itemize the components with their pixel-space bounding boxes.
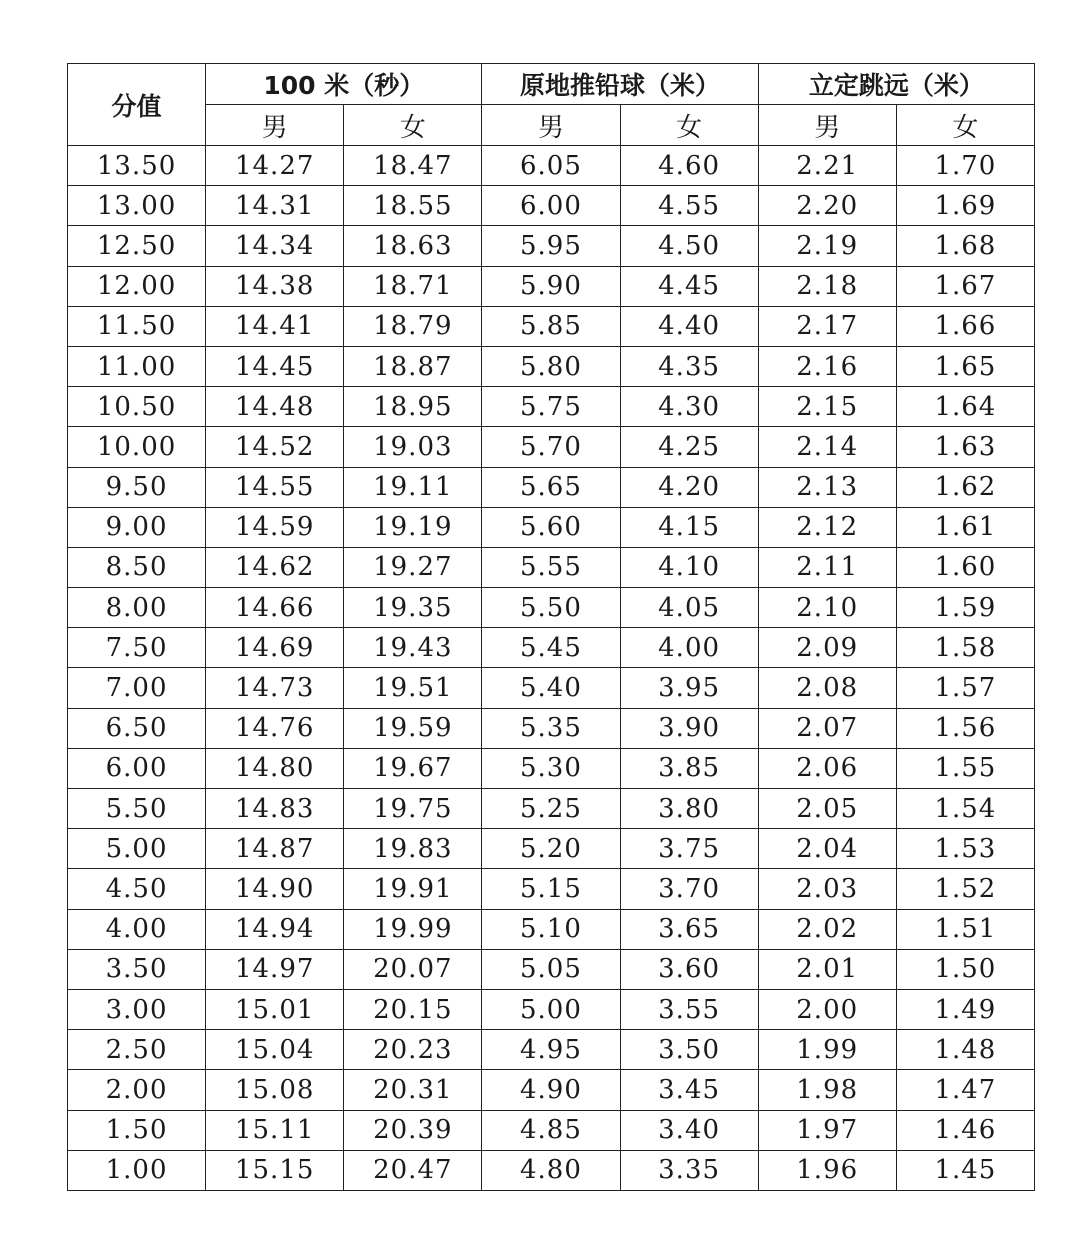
shot-put-male-cell: 5.70 [482, 427, 620, 467]
shot-put-female-cell: 3.65 [620, 909, 758, 949]
score-cell: 9.50 [68, 467, 206, 507]
shot-put-female-cell: 3.50 [620, 1030, 758, 1070]
shot-put-male-cell: 5.50 [482, 588, 620, 628]
sprint-100m-male-cell: 14.45 [206, 346, 344, 386]
score-cell: 4.00 [68, 909, 206, 949]
long-jump-male-cell: 2.10 [758, 588, 896, 628]
long-jump-female-cell: 1.67 [896, 266, 1034, 306]
shot-put-male-cell: 5.45 [482, 628, 620, 668]
table-row [68, 748, 1035, 788]
long-jump-female-cell: 1.68 [896, 226, 1034, 266]
score-cell: 12.00 [68, 266, 206, 306]
sprint-100m-female-cell: 18.55 [344, 186, 482, 226]
long-jump-female-cell: 1.46 [896, 1110, 1034, 1150]
sprint-100m-female-cell: 19.03 [344, 427, 482, 467]
long-jump-female-cell: 1.50 [896, 949, 1034, 989]
sprint-100m-female-cell: 19.75 [344, 789, 482, 829]
header-shot-put-male: 男 [482, 105, 620, 146]
score-cell: 3.00 [68, 989, 206, 1029]
table-row [68, 226, 1035, 266]
shot-put-female-cell: 4.15 [620, 507, 758, 547]
sprint-100m-female-cell: 20.31 [344, 1070, 482, 1110]
score-cell: 11.50 [68, 306, 206, 346]
shot-put-female-cell: 4.35 [620, 346, 758, 386]
shot-put-male-cell: 5.80 [482, 346, 620, 386]
long-jump-female-cell: 1.58 [896, 628, 1034, 668]
score-cell: 2.00 [68, 1070, 206, 1110]
header-group-row [68, 64, 1035, 105]
long-jump-male-cell: 2.05 [758, 789, 896, 829]
long-jump-male-cell: 2.07 [758, 708, 896, 748]
sprint-100m-male-cell: 14.41 [206, 306, 344, 346]
long-jump-male-cell: 2.17 [758, 306, 896, 346]
score-cell: 5.50 [68, 789, 206, 829]
sprint-100m-male-cell: 14.59 [206, 507, 344, 547]
shot-put-female-cell: 4.20 [620, 467, 758, 507]
sprint-100m-female-cell: 20.47 [344, 1150, 482, 1190]
sprint-100m-female-cell: 19.35 [344, 588, 482, 628]
score-column-header: 分值 [68, 64, 206, 146]
long-jump-female-cell: 1.56 [896, 708, 1034, 748]
score-cell: 8.00 [68, 588, 206, 628]
shot-put-male-cell: 4.80 [482, 1150, 620, 1190]
score-cell: 2.50 [68, 1030, 206, 1070]
long-jump-female-cell: 1.61 [896, 507, 1034, 547]
score-table [67, 63, 1035, 1191]
sprint-100m-female-cell: 19.59 [344, 708, 482, 748]
shot-put-female-cell: 4.25 [620, 427, 758, 467]
table-row [68, 507, 1035, 547]
score-cell: 9.00 [68, 507, 206, 547]
long-jump-female-cell: 1.64 [896, 387, 1034, 427]
table-row [68, 1030, 1035, 1070]
shot-put-male-cell: 5.05 [482, 949, 620, 989]
long-jump-male-cell: 2.20 [758, 186, 896, 226]
shot-put-male-cell: 5.85 [482, 306, 620, 346]
table-header [68, 64, 1035, 146]
shot-put-female-cell: 3.60 [620, 949, 758, 989]
shot-put-male-cell: 5.95 [482, 226, 620, 266]
table-row [68, 346, 1035, 386]
score-cell: 6.50 [68, 708, 206, 748]
table-row [68, 1110, 1035, 1150]
sprint-100m-male-cell: 14.73 [206, 668, 344, 708]
table-row [68, 829, 1035, 869]
header-100m-sprint: 100 米（秒） [206, 64, 482, 105]
shot-put-female-cell: 3.85 [620, 748, 758, 788]
score-cell: 6.00 [68, 748, 206, 788]
header-shot-put-female: 女 [620, 105, 758, 146]
table-row [68, 949, 1035, 989]
sprint-100m-male-cell: 14.55 [206, 467, 344, 507]
shot-put-female-cell: 4.60 [620, 146, 758, 186]
shot-put-male-cell: 5.55 [482, 547, 620, 587]
score-cell: 13.00 [68, 186, 206, 226]
sprint-100m-female-cell: 18.79 [344, 306, 482, 346]
table-row [68, 869, 1035, 909]
sprint-100m-male-cell: 14.83 [206, 789, 344, 829]
long-jump-male-cell: 2.09 [758, 628, 896, 668]
sprint-100m-female-cell: 19.91 [344, 869, 482, 909]
score-cell: 7.50 [68, 628, 206, 668]
shot-put-male-cell: 5.65 [482, 467, 620, 507]
shot-put-male-cell: 5.40 [482, 668, 620, 708]
sprint-100m-male-cell: 14.80 [206, 748, 344, 788]
long-jump-female-cell: 1.70 [896, 146, 1034, 186]
long-jump-male-cell: 1.96 [758, 1150, 896, 1190]
long-jump-female-cell: 1.47 [896, 1070, 1034, 1110]
sprint-100m-female-cell: 19.27 [344, 547, 482, 587]
sprint-100m-female-cell: 19.19 [344, 507, 482, 547]
shot-put-female-cell: 3.45 [620, 1070, 758, 1110]
long-jump-male-cell: 1.98 [758, 1070, 896, 1110]
shot-put-female-cell: 3.35 [620, 1150, 758, 1190]
long-jump-male-cell: 2.18 [758, 266, 896, 306]
shot-put-female-cell: 4.55 [620, 186, 758, 226]
sprint-100m-female-cell: 20.07 [344, 949, 482, 989]
shot-put-male-cell: 5.15 [482, 869, 620, 909]
table-row [68, 1070, 1035, 1110]
header-100m-female: 女 [344, 105, 482, 146]
header-100m-male: 男 [206, 105, 344, 146]
sprint-100m-female-cell: 19.83 [344, 829, 482, 869]
table-body [68, 146, 1035, 1191]
long-jump-female-cell: 1.66 [896, 306, 1034, 346]
long-jump-female-cell: 1.55 [896, 748, 1034, 788]
score-cell: 8.50 [68, 547, 206, 587]
long-jump-male-cell: 2.04 [758, 829, 896, 869]
sprint-100m-female-cell: 20.23 [344, 1030, 482, 1070]
long-jump-male-cell: 2.08 [758, 668, 896, 708]
long-jump-male-cell: 2.06 [758, 748, 896, 788]
long-jump-female-cell: 1.59 [896, 588, 1034, 628]
score-cell: 10.00 [68, 427, 206, 467]
sprint-100m-male-cell: 14.97 [206, 949, 344, 989]
sprint-100m-female-cell: 20.39 [344, 1110, 482, 1150]
sprint-100m-female-cell: 19.43 [344, 628, 482, 668]
shot-put-female-cell: 3.75 [620, 829, 758, 869]
long-jump-female-cell: 1.65 [896, 346, 1034, 386]
table-row [68, 547, 1035, 587]
long-jump-male-cell: 1.97 [758, 1110, 896, 1150]
table-row [68, 186, 1035, 226]
long-jump-male-cell: 1.99 [758, 1030, 896, 1070]
sprint-100m-male-cell: 15.04 [206, 1030, 344, 1070]
score-cell: 11.00 [68, 346, 206, 386]
sprint-100m-female-cell: 18.47 [344, 146, 482, 186]
table-row [68, 467, 1035, 507]
shot-put-female-cell: 3.70 [620, 869, 758, 909]
sprint-100m-male-cell: 15.08 [206, 1070, 344, 1110]
table-row [68, 427, 1035, 467]
shot-put-male-cell: 5.30 [482, 748, 620, 788]
sprint-100m-female-cell: 19.51 [344, 668, 482, 708]
shot-put-female-cell: 4.50 [620, 226, 758, 266]
sprint-100m-male-cell: 14.94 [206, 909, 344, 949]
sprint-100m-male-cell: 14.62 [206, 547, 344, 587]
long-jump-female-cell: 1.60 [896, 547, 1034, 587]
sprint-100m-female-cell: 19.99 [344, 909, 482, 949]
sprint-100m-male-cell: 14.87 [206, 829, 344, 869]
long-jump-female-cell: 1.62 [896, 467, 1034, 507]
shot-put-male-cell: 4.90 [482, 1070, 620, 1110]
long-jump-female-cell: 1.54 [896, 789, 1034, 829]
score-cell: 12.50 [68, 226, 206, 266]
sprint-100m-male-cell: 15.11 [206, 1110, 344, 1150]
header-long-jump-male: 男 [758, 105, 896, 146]
sprint-100m-male-cell: 14.66 [206, 588, 344, 628]
shot-put-female-cell: 4.30 [620, 387, 758, 427]
sprint-100m-male-cell: 14.38 [206, 266, 344, 306]
score-cell: 1.50 [68, 1110, 206, 1150]
shot-put-female-cell: 3.80 [620, 789, 758, 829]
table-row [68, 387, 1035, 427]
long-jump-male-cell: 2.00 [758, 989, 896, 1029]
shot-put-male-cell: 5.20 [482, 829, 620, 869]
sprint-100m-female-cell: 18.87 [344, 346, 482, 386]
shot-put-male-cell: 5.25 [482, 789, 620, 829]
sprint-100m-male-cell: 14.69 [206, 628, 344, 668]
shot-put-male-cell: 5.75 [482, 387, 620, 427]
shot-put-male-cell: 5.10 [482, 909, 620, 949]
header-gender-row [68, 105, 1035, 146]
table-row [68, 789, 1035, 829]
score-cell: 13.50 [68, 146, 206, 186]
sprint-100m-female-cell: 18.95 [344, 387, 482, 427]
header-long-jump-female: 女 [896, 105, 1034, 146]
score-cell: 4.50 [68, 869, 206, 909]
score-cell: 5.00 [68, 829, 206, 869]
table-row [68, 668, 1035, 708]
shot-put-male-cell: 4.85 [482, 1110, 620, 1150]
sprint-100m-female-cell: 18.63 [344, 226, 482, 266]
sprint-100m-male-cell: 14.76 [206, 708, 344, 748]
long-jump-female-cell: 1.51 [896, 909, 1034, 949]
score-cell: 3.50 [68, 949, 206, 989]
shot-put-male-cell: 5.00 [482, 989, 620, 1029]
sprint-100m-female-cell: 19.11 [344, 467, 482, 507]
table-row [68, 588, 1035, 628]
table-row [68, 909, 1035, 949]
shot-put-female-cell: 3.95 [620, 668, 758, 708]
shot-put-female-cell: 4.10 [620, 547, 758, 587]
shot-put-female-cell: 4.40 [620, 306, 758, 346]
shot-put-male-cell: 5.90 [482, 266, 620, 306]
long-jump-male-cell: 2.15 [758, 387, 896, 427]
sprint-100m-female-cell: 19.67 [344, 748, 482, 788]
long-jump-male-cell: 2.11 [758, 547, 896, 587]
long-jump-female-cell: 1.52 [896, 869, 1034, 909]
long-jump-female-cell: 1.45 [896, 1150, 1034, 1190]
sprint-100m-male-cell: 14.27 [206, 146, 344, 186]
shot-put-female-cell: 4.05 [620, 588, 758, 628]
table-row [68, 1150, 1035, 1190]
long-jump-male-cell: 2.03 [758, 869, 896, 909]
long-jump-male-cell: 2.14 [758, 427, 896, 467]
table-row [68, 306, 1035, 346]
shot-put-female-cell: 3.55 [620, 989, 758, 1029]
sprint-100m-female-cell: 18.71 [344, 266, 482, 306]
shot-put-male-cell: 5.35 [482, 708, 620, 748]
long-jump-male-cell: 2.13 [758, 467, 896, 507]
long-jump-female-cell: 1.53 [896, 829, 1034, 869]
score-cell: 7.00 [68, 668, 206, 708]
long-jump-female-cell: 1.63 [896, 427, 1034, 467]
table-row [68, 628, 1035, 668]
long-jump-male-cell: 2.16 [758, 346, 896, 386]
sprint-100m-female-cell: 20.15 [344, 989, 482, 1029]
sprint-100m-male-cell: 15.01 [206, 989, 344, 1029]
long-jump-female-cell: 1.49 [896, 989, 1034, 1029]
header-standing-long-jump: 立定跳远（米） [758, 64, 1034, 105]
shot-put-male-cell: 4.95 [482, 1030, 620, 1070]
long-jump-male-cell: 2.21 [758, 146, 896, 186]
shot-put-male-cell: 6.05 [482, 146, 620, 186]
score-cell: 10.50 [68, 387, 206, 427]
sprint-100m-male-cell: 14.31 [206, 186, 344, 226]
sprint-100m-male-cell: 14.48 [206, 387, 344, 427]
shot-put-female-cell: 3.40 [620, 1110, 758, 1150]
shot-put-female-cell: 3.90 [620, 708, 758, 748]
table-row [68, 266, 1035, 306]
shot-put-male-cell: 5.60 [482, 507, 620, 547]
sprint-100m-male-cell: 14.52 [206, 427, 344, 467]
table-row [68, 989, 1035, 1029]
long-jump-female-cell: 1.57 [896, 668, 1034, 708]
long-jump-female-cell: 1.69 [896, 186, 1034, 226]
long-jump-male-cell: 2.12 [758, 507, 896, 547]
shot-put-female-cell: 4.45 [620, 266, 758, 306]
long-jump-male-cell: 2.19 [758, 226, 896, 266]
sprint-100m-male-cell: 15.15 [206, 1150, 344, 1190]
table-row [68, 146, 1035, 186]
sprint-100m-male-cell: 14.34 [206, 226, 344, 266]
long-jump-male-cell: 2.01 [758, 949, 896, 989]
long-jump-female-cell: 1.48 [896, 1030, 1034, 1070]
table-row [68, 708, 1035, 748]
header-shot-put: 原地推铅球（米） [482, 64, 758, 105]
sprint-100m-male-cell: 14.90 [206, 869, 344, 909]
long-jump-male-cell: 2.02 [758, 909, 896, 949]
shot-put-male-cell: 6.00 [482, 186, 620, 226]
shot-put-female-cell: 4.00 [620, 628, 758, 668]
score-cell: 1.00 [68, 1150, 206, 1190]
